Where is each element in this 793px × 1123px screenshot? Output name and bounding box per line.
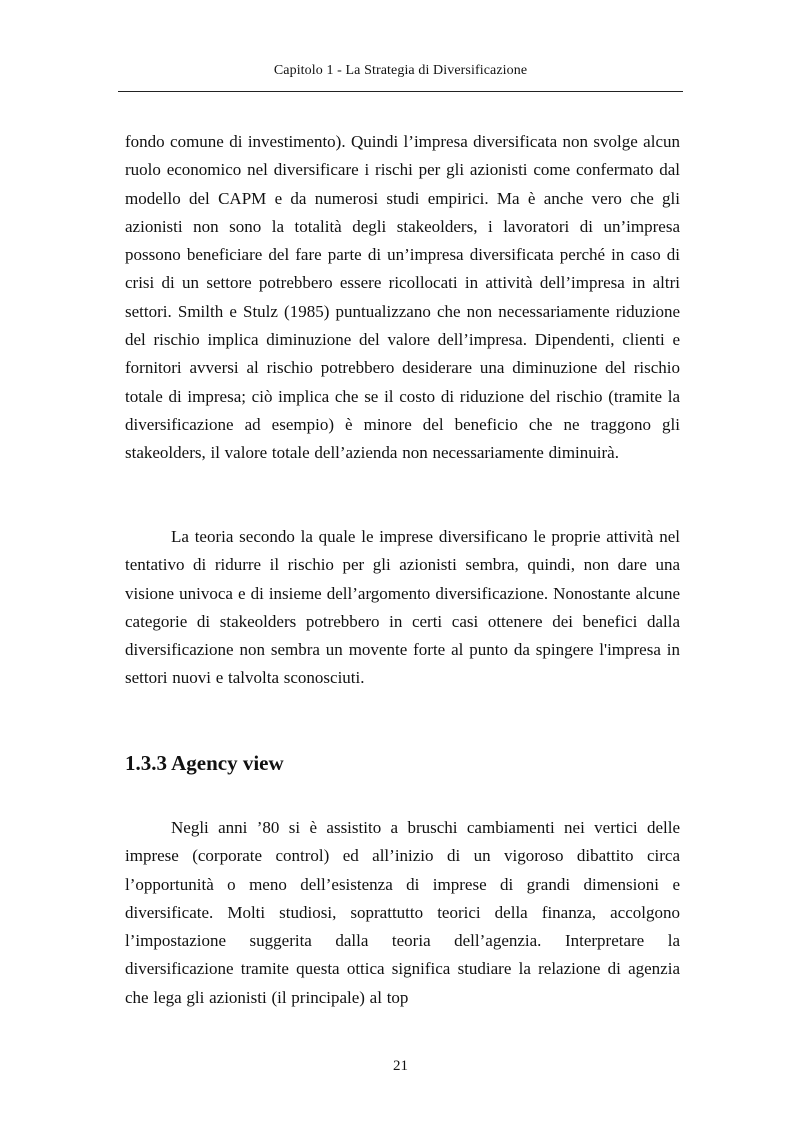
running-header: Capitolo 1 - La Strategia di Diversificazione	[273, 63, 528, 78]
paragraph-1: fondo comune di investimento). Quindi l’impresa diversificata non svolge alcun ruolo economico nel diversificare i rischi per gli azionisti come confermato dal modello del CAPM e da numerosi studi empirici. Ma è anche vero che gli azionisti non sono la totalità degli stakeolders, i lavoratori di un’impresa possono beneficiare del fare parte di un’impresa diversificata perché in caso di crisi di un settore potrebbero essere ricollocati in attività dell’impresa in altri settori. Smilth e Stulz (1985) puntualizzano che non necessariamente riduzione del rischio implica diminuzione del valore dell’impresa. Dipendenti, clienti e fornitori avversi al rischio potrebbero desiderare una diminuzione del rischio totale di impresa; ciò implica che se il costo di riduzione del rischio (tramite la diversificazione ad esempio) è minore del beneficio che ne traggono gli stakeolders, il valore totale dell’azienda non necessariamente diminuirà.	[125, 132, 680, 463]
paragraph-2: La teoria secondo la quale le imprese diversificano le proprie attività nel tentativo di ridurre il rischio per gli azionisti sembra, quindi, non dare una visione univoca e di insieme dell’argomento diversificazione. Nonostante alcune categorie di stakeolders potrebbero in certi casi ottenere dei benefici dalla diversificazione non sembra un movente forte al punto da spingere l'impresa in settori nuovi e talvolta sconosciuti.	[125, 527, 680, 688]
section-heading: 1.3.3 Agency view	[125, 751, 284, 775]
page-number: 21	[393, 1058, 408, 1074]
header-rule	[118, 91, 683, 92]
paragraph-3: Negli anni ’80 si è assistito a bruschi cambiamenti nei vertici delle imprese (corporate control) ed all’inizio di un vigoroso dibattito circa l’opportunità o meno dell’esistenza di imprese di grandi dimensioni e diversificate. Molti studiosi, soprattutto teorici della finanza, accolgono l’impostazione suggerita dalla teoria dell’agenzia. Interpretare la diversificazione tramite questa ottica significa studiare la relazione di agenzia che lega gli azionisti (il principale) al top	[125, 818, 680, 1007]
